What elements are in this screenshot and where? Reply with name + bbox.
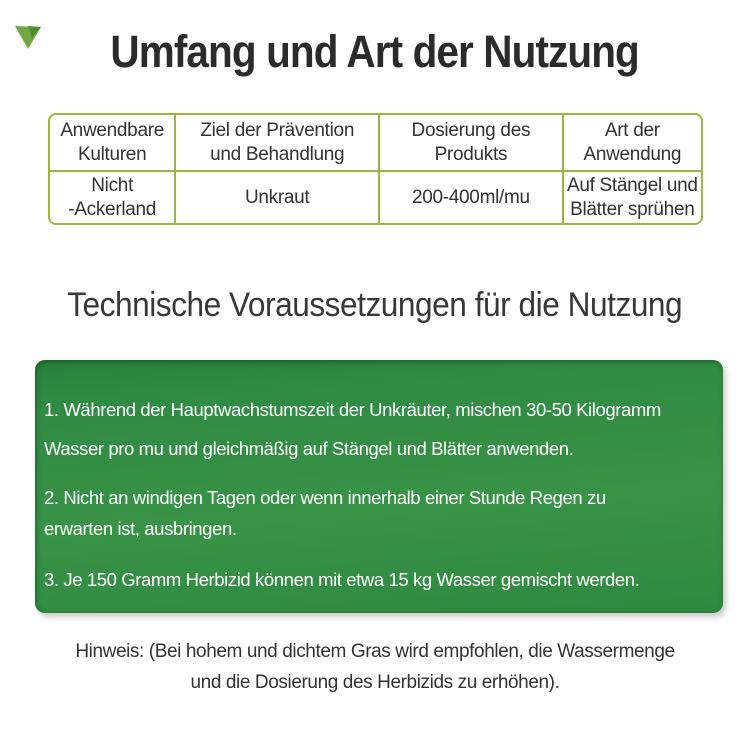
note-text (0, 636, 750, 698)
page-title (0, 26, 750, 78)
instruction-line: erwarten ist, ausbringen. (44, 518, 237, 539)
section-title-text: Technische Voraussetzungen für die Nutzung (67, 286, 683, 324)
header-cell-line: Produkts (434, 143, 508, 165)
note-line: Hinweis: (Bei hohem und dichtem Gras wird empfohlen, die Wassermenge (75, 641, 675, 662)
header-cell-line: und Behandlung (210, 143, 345, 165)
instruction-line: 3. Je 150 Gramm Herbizid können mit etwa 15 kg Wasser gemischt werden. (44, 569, 640, 590)
header-cell-line: Anwendbare (60, 119, 165, 141)
table-header-dosierung (378, 115, 562, 170)
instruction-line: 2. Nicht an windigen Tagen oder wenn innerhalb einer Stunde Regen zu (44, 487, 606, 508)
table-header-art-der-anwendung (562, 115, 701, 170)
table-header-anwendbare-kulturen (50, 115, 174, 170)
data-cell-line: 200-400ml/mu (411, 186, 530, 208)
data-cell-line: Auf Stängel und (566, 174, 698, 196)
instruction-line: Wasser pro mu und gleichmäßig auf Stängel und Blätter anwenden. (44, 438, 574, 459)
instruction-item-1 (44, 390, 715, 468)
instruction-line: 1. Während der Hauptwachstumszeit der Unkräuter, mischen 30-50 Kilogramm (44, 399, 661, 420)
header-cell-line: Ziel der Prävention (200, 119, 355, 141)
data-cell-line: Unkraut (244, 186, 310, 208)
section-title (0, 283, 750, 327)
header-cell-line: Kulturen (77, 143, 147, 165)
instruction-item-3 (44, 564, 715, 595)
table-cell-dosierung-value (378, 170, 562, 223)
table-data-row (50, 170, 701, 223)
instructions-box (35, 360, 723, 613)
table-header-row (50, 115, 701, 170)
usage-table (48, 113, 703, 225)
table-cell-kulturen-value (50, 170, 174, 223)
data-cell-line: Nicht (91, 174, 134, 196)
data-cell-line: Blätter sprühen (570, 198, 695, 220)
data-cell-line: -Ackerland (68, 198, 157, 220)
table-header-ziel-der-praevention (174, 115, 378, 170)
header-cell-line: Anwendung (583, 143, 682, 165)
table-cell-ziel-value (174, 170, 378, 223)
corner-triangle-icon (15, 26, 42, 51)
page-title-text: Umfang und Art der Nutzung (110, 26, 640, 77)
instruction-item-2 (44, 482, 715, 544)
table-cell-anwendung-value (562, 170, 701, 223)
note-line: und die Dosierung des Herbizids zu erhöhen). (190, 672, 560, 693)
header-cell-line: Dosierung des (411, 119, 531, 141)
header-cell-line: Art der (604, 119, 660, 141)
